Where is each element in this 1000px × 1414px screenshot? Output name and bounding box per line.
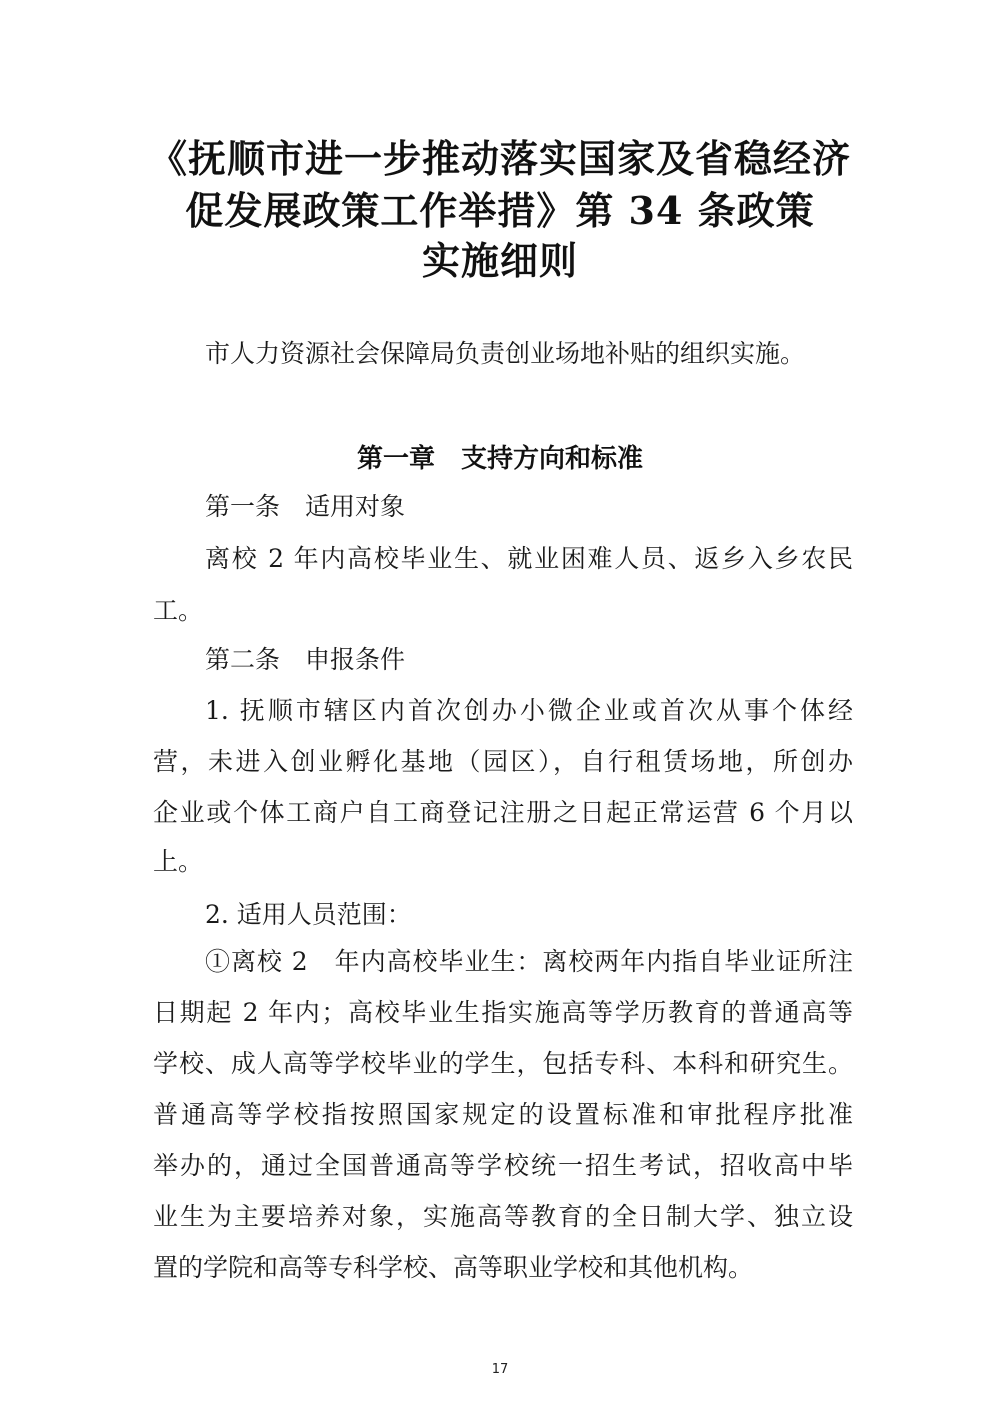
document-title-line-1: 《抚顺市进一步推动落实国家及省稳经济 [148,136,851,181]
page-number: 17 [491,1362,509,1377]
article-1-heading: 第一条 适用对象 [205,492,406,521]
article-2-item-1-line: 1. 抚顺市辖区内首次创办小微企业或首次从事个体经 [205,696,853,725]
article-2-item-2-heading: 2. 适用人员范围： [205,900,412,929]
article-2-item-2-line: 业生为主要培养对象，实施高等教育的全日制大学、独立设 [153,1202,853,1231]
chapter-heading: 第一章 支持方向和标准 [356,444,643,474]
article-2-item-2-line: 学校、成人高等学校毕业的学生，包括专科、本科和研究生。 [153,1049,853,1078]
article-2-item-1-line: 上。 [153,847,204,876]
article-2-item-1-line: 营，未进入创业孵化基地（园区），自行租赁场地，所创办 [153,747,853,776]
article-2-item-1-line: 企业或个体工商户自工商登记注册之日起正常运营 6 个月以 [153,798,853,827]
article-2-heading: 第二条 申报条件 [205,645,406,674]
article-2-item-2-line: 置的学院和高等专科学校、高等职业学校和其他机构。 [153,1253,754,1282]
intro-paragraph: 市人力资源社会保障局负责创业场地补贴的组织实施。 [205,339,806,368]
article-2-item-2-line: 日期起 2 年内；高校毕业生指实施高等学历教育的普通高等 [153,998,853,1027]
article-2-item-2-line: 普通高等学校指按照国家规定的设置标准和审批程序批准 [153,1100,853,1129]
document-title-line-3: 实施细则 [421,238,578,283]
article-2-item-2-line: ①离校 2 年内高校毕业生：离校两年内指自毕业证所注 [205,947,853,976]
article-1-text-line: 离校 2 年内高校毕业生、就业困难人员、返乡入乡农民 [205,544,853,573]
document-title-line-2: 促发展政策工作举措》第 34 条政策 [185,188,815,233]
article-1-text-line: 工。 [153,596,204,625]
article-2-item-2-line: 举办的，通过全国普通高等学校统一招生考试，招收高中毕 [153,1151,853,1180]
